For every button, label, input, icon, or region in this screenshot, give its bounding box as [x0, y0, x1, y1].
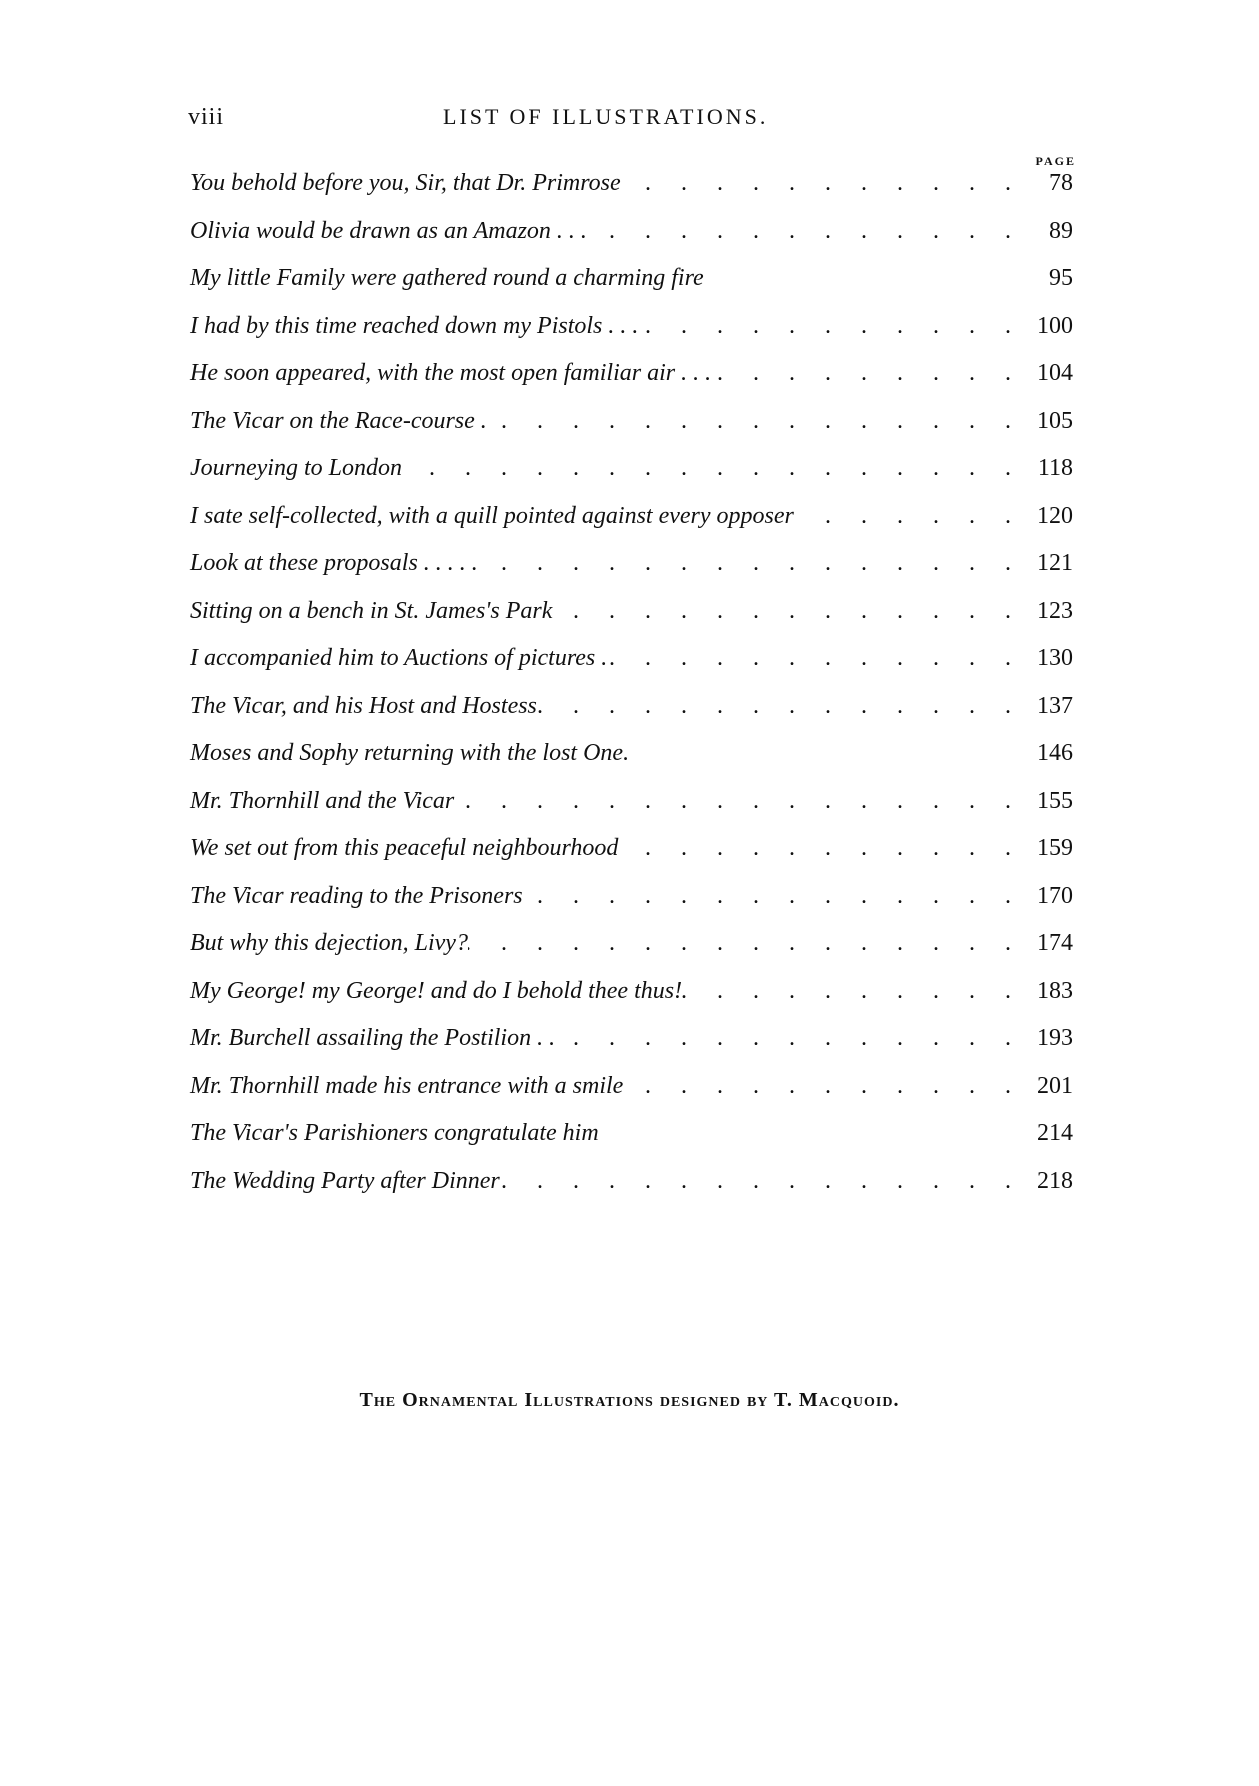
list-item [190, 360, 1073, 408]
list-item [190, 265, 1073, 313]
illustration-page: 183 [1037, 977, 1073, 1004]
illustration-page: 146 [1037, 740, 1073, 766]
dot-leader [794, 503, 1029, 530]
list-item [190, 1025, 1073, 1073]
illustration-caption: The Vicar's Parishioners congratulate him [190, 1120, 599, 1146]
dot-leader [454, 788, 1029, 815]
illustration-caption: Sitting on a bench in St. James's Park [190, 597, 553, 624]
list-item [190, 550, 1073, 598]
illustrations-list [190, 170, 1073, 1215]
illustration-caption: The Wedding Party after Dinner [190, 1167, 500, 1194]
illustration-caption: Journeying to London [190, 455, 402, 481]
list-item [190, 835, 1073, 883]
dot-leader [402, 455, 1029, 482]
list-item [190, 170, 1073, 218]
illustration-page: 121 [1037, 550, 1073, 576]
ornamental-credit: The Ornamental Illustrations designed by T. Macquoid. [359, 1389, 900, 1411]
list-item [190, 1120, 1073, 1168]
illustration-page: 105 [1037, 407, 1073, 434]
illustration-page: 118 [1037, 455, 1073, 481]
list-item [190, 693, 1073, 741]
illustration-caption: But why this dejection, Livy? [190, 930, 468, 956]
illustration-page: 123 [1037, 597, 1073, 624]
illustration-caption: Mr. Burchell assailing the Postilion . . [190, 1025, 556, 1051]
illustration-page: 120 [1037, 502, 1073, 529]
illustration-caption: Moses and Sophy returning with the lost One. [190, 740, 630, 766]
running-head: LIST OF ILLUSTRATIONS. [443, 104, 769, 129]
illustration-page: 78 [1049, 170, 1073, 196]
dot-leader [552, 598, 1029, 625]
illustration-page: 201 [1037, 1072, 1073, 1099]
illustration-page: 137 [1037, 692, 1073, 719]
dot-leader [487, 408, 1029, 435]
illustration-caption: I accompanied him to Auctions of pictures . [190, 645, 608, 671]
dot-leader [555, 1025, 1029, 1052]
list-item [190, 740, 1073, 788]
illustration-page: 89 [1049, 217, 1073, 244]
illustration-caption: Look at these proposals . . . . . [190, 550, 478, 576]
illustration-page: 95 [1049, 265, 1073, 291]
illustration-page: 193 [1037, 1025, 1073, 1051]
dot-leader [682, 978, 1029, 1005]
illustration-caption: You behold before you, Sir, that Dr. Primrose [190, 170, 621, 196]
list-item [190, 408, 1073, 456]
illustration-page: 159 [1037, 835, 1073, 861]
dot-leader [468, 930, 1029, 957]
list-item [190, 218, 1073, 266]
dot-leader [607, 645, 1029, 672]
illustration-page: 104 [1037, 360, 1073, 386]
dot-leader [638, 313, 1029, 340]
illustration-page: 218 [1037, 1167, 1073, 1194]
illustration-page: 100 [1037, 312, 1073, 339]
illustration-caption: I sate self-collected, with a quill pointed against every opposer [190, 502, 794, 529]
list-item [190, 1073, 1073, 1121]
list-item [190, 978, 1073, 1026]
list-item [190, 930, 1073, 978]
illustration-caption: The Vicar, and his Host and Hostess [190, 692, 537, 719]
illustration-caption: Olivia would be drawn as an Amazon . . . [190, 217, 587, 244]
illustration-caption: He soon appeared, with the most open familiar air . . . [190, 360, 712, 386]
illustration-page: 174 [1037, 930, 1073, 956]
dot-leader [621, 170, 1029, 197]
illustration-page: 130 [1037, 645, 1073, 671]
dot-leader [587, 218, 1029, 245]
dot-leader [618, 835, 1029, 862]
list-item [190, 1168, 1073, 1216]
illustration-page: 170 [1037, 882, 1073, 909]
dot-leader [711, 360, 1029, 387]
dot-leader [478, 550, 1029, 577]
illustration-caption: The Vicar on the Race-course . [190, 407, 487, 434]
illustration-caption: We set out from this peaceful neighbourhood [190, 835, 619, 861]
list-item [190, 455, 1073, 503]
dot-leader [500, 1168, 1029, 1195]
dot-leader [537, 693, 1029, 720]
list-item [190, 883, 1073, 931]
dot-leader [523, 883, 1029, 910]
illustration-caption: The Vicar reading to the Prisoners [190, 882, 523, 909]
list-item [190, 788, 1073, 836]
list-item [190, 313, 1073, 361]
illustration-caption: Mr. Thornhill and the Vicar [190, 787, 455, 814]
illustration-page: 214 [1037, 1120, 1073, 1146]
list-item [190, 598, 1073, 646]
page-column-label: PAGE [1035, 154, 1076, 168]
list-item [190, 503, 1073, 551]
illustration-caption: My George! my George! and do I behold thee thus! [190, 977, 683, 1004]
illustration-caption: My little Family were gathered round a charming fire [190, 265, 704, 291]
illustration-page: 155 [1037, 787, 1073, 814]
dot-leader [623, 1073, 1029, 1100]
page-number: viii [188, 104, 225, 130]
list-item [190, 645, 1073, 693]
illustration-caption: I had by this time reached down my Pistols . . . [190, 312, 639, 339]
illustration-caption: Mr. Thornhill made his entrance with a smile [190, 1072, 624, 1099]
